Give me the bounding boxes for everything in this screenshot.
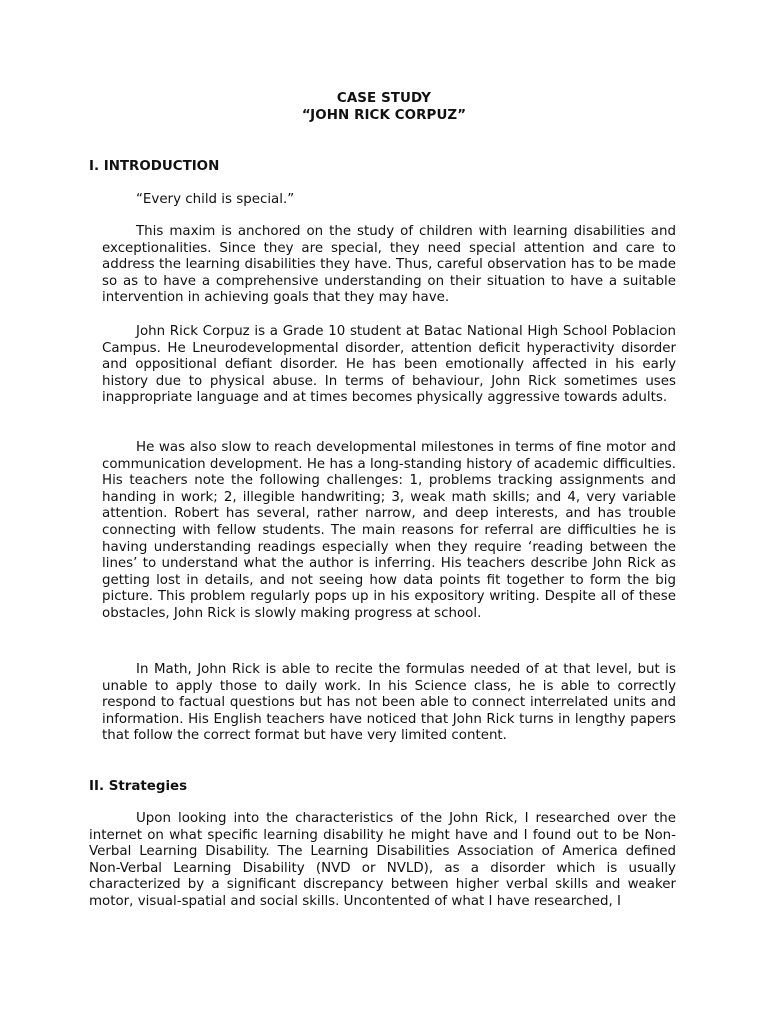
section-heading-introduction: I. INTRODUCTION [89, 159, 220, 174]
document-title [0, 91, 768, 124]
paragraph-strategies: Upon looking into the characteristics of the John Rick, I researched over the internet on what specific learning disability he might have and I found out to be Non-Verbal Learning Disability. The Learning Disabilities Association of America defined Non-Verbal Learning Disability (NVD or NVLD), as a disorder which is usually characterized by a significant discrepancy between higher verbal skills and weaker motor, visual-spatial and social skills. Uncontented of what I have researched, I [89, 811, 676, 909]
paragraph-maxim: This maxim is anchored on the study of children with learning disabilities and exceptionalities. Since they are special, they need special attention and care to address the learning disabilities they have. Thus, careful observation has to be made so as to have a comprehensive understanding on their situation to have a suitable intervention in achieving goals that they may have. [102, 224, 676, 306]
paragraph-development-history: He was also slow to reach developmental milestones in terms of fine motor and communication development. He has a long-standing history of academic difficulties. His teachers note the following challenges: 1, problems tracking assignments and handing in work; 2, illegible handwriting; 3, weak math skills; and 4, very variable attention. Robert has several, rather narrow, and deep interests, and has trouble connecting with fellow students. The main reasons for referral are difficulties he is having understanding readings especially when they require ‘reading between the lines’ to understand what the author is inferring. His teachers describe John Rick as getting lost in details, and not seeing how data points fit together to form the big picture. This problem regularly pops up in his expository writing. Despite all of these obstacles, John Rick is slowly making progress at school. [102, 440, 676, 621]
title-student-name: “JOHN RICK CORPUZ” [301, 107, 467, 123]
opening-quote: “Every child is special.” [136, 192, 295, 207]
title-case-study: CASE STUDY [336, 91, 432, 106]
paragraph-academic-performance: In Math, John Rick is able to recite the formulas needed of at that level, but is unable to apply those to daily work. In his Science class, he is able to correctly respond to factual questions but has not been able to connect interrelated units and information. His English teachers have noticed that John Rick turns in lengthy papers that follow the correct format but have very limited content. [102, 662, 676, 744]
section-heading-strategies: II. Strategies [89, 779, 188, 794]
paragraph-student-profile: John Rick Corpuz is a Grade 10 student at Batac National High School Poblacion Campus. He Lneurodevelopmental disorder, attention deficit hyperactivity disorder and oppositional defiant disorder. He has been emotionally affected in his early history due to physical abuse. In terms of behaviour, John Rick sometimes uses inappropriate language and at times becomes physically aggressive towards adults. [102, 324, 676, 406]
